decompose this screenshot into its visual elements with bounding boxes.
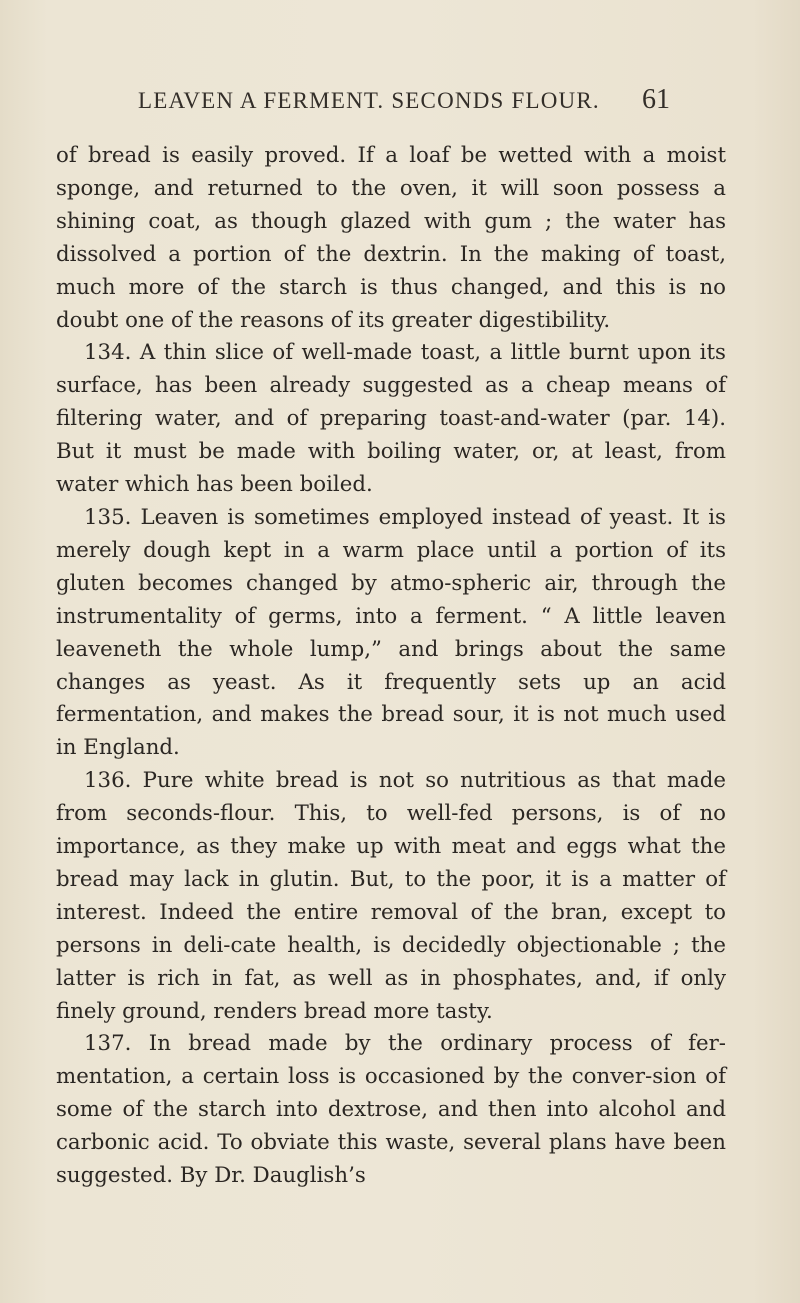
paragraph-number: 134. bbox=[84, 340, 132, 366]
paragraph-text: Leaven is sometimes employed instead of yeast. It is merely dough kept in a warm place until a portion of its gluten becomes changed by atmo-spheric air, through the instrumentality of germs, into a ferment. “ A little leaven leaveneth the whole lump,” and brings about the same changes as yeast. As it frequently sets up an acid fermentation, and makes the bread sour, it is not much used in England. bbox=[56, 504, 726, 761]
paragraph-134 bbox=[56, 337, 726, 502]
paragraph-number: 135. bbox=[84, 504, 132, 530]
page-number: 61 bbox=[642, 84, 670, 115]
paragraph-text: Pure white bread is not so nutritious as that made from seconds-flour. This, to well-fed persons, is of no importance, as they make up with meat and eggs what the bread may lack in glutin. But, to the poor, it is a matter of interest. Indeed the entire removal of the bran, except to persons in deli-cate health, is decidedly objectionable ; the latter is rich in fat, as well as in phosphates, and, if only finely ground, renders bread more tasty. bbox=[56, 768, 726, 1024]
running-title: LEAVEN A FERMENT. SECONDS FLOUR. bbox=[138, 88, 600, 113]
paragraph-continued bbox=[56, 140, 726, 337]
paragraph-number: 137. bbox=[84, 1031, 132, 1057]
paragraph-number: 136. bbox=[84, 768, 132, 794]
paragraph-text: of bread is easily proved. If a loaf be wetted with a moist sponge, and returned to the oven, it will soon possess a shining coat, as though glazed with gum ; the water has dissolved a portion of the dextrin. In the making of toast, much more of the starch is thus changed, and this is no doubt one of the reasons of its greater digestibility. bbox=[56, 143, 726, 333]
paragraph-137 bbox=[56, 1028, 726, 1193]
paragraph-text: A thin slice of well-made toast, a little burnt upon its surface, has been already suggested as a cheap means of filtering water, and of preparing toast-and-water (par. 14). But it must be made with boiling water, or, at least, from water which has been boiled. bbox=[56, 340, 726, 498]
paragraph-text: In bread made by the ordinary process of fer-mentation, a certain loss is occasioned by the conver-sion of some of the starch into dextrose, and then into alcohol and carbonic acid. To obviate this waste, several plans have been suggested. By Dr. Dauglish’s bbox=[56, 1031, 726, 1189]
paragraph-135 bbox=[56, 502, 726, 765]
body-text bbox=[56, 140, 726, 1193]
paragraph-136 bbox=[56, 765, 726, 1028]
